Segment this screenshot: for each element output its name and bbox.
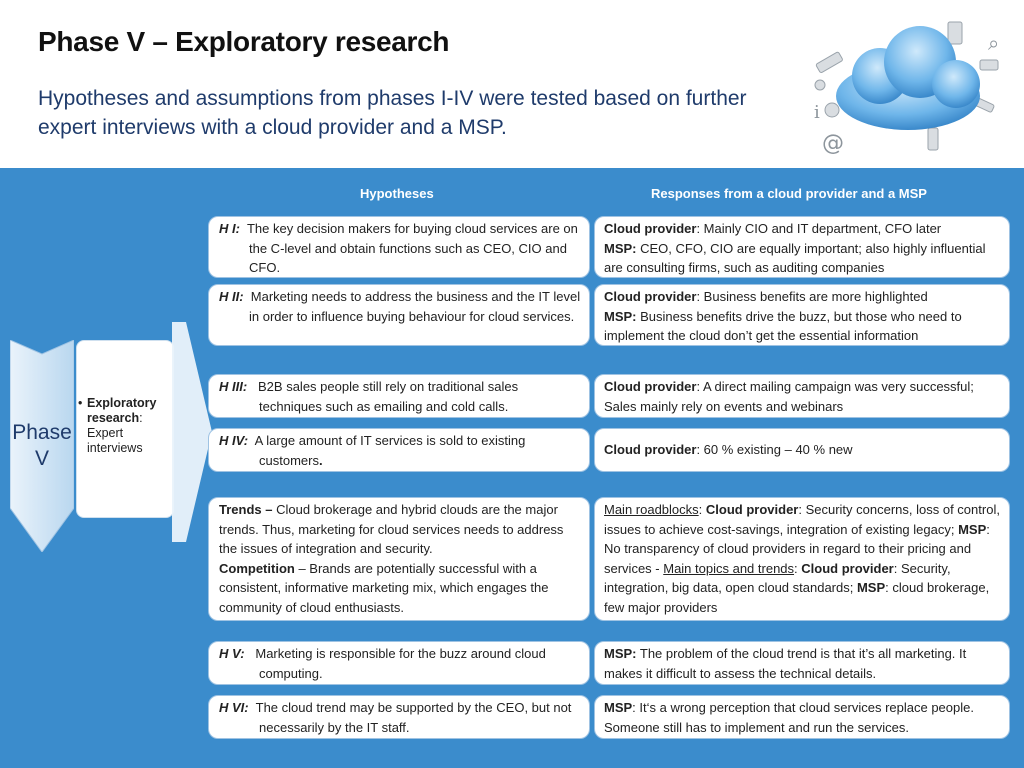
response-h3: Cloud provider: A direct mailing campaign was very successful; Sales mainly rely on events and webinars [594, 374, 1010, 418]
hypothesis-h2: H II: Marketing needs to address the business and the IT level in order to influence buying behaviour for cloud services. [208, 284, 590, 346]
hypothesis-h5: H V: Marketing is responsible for the buzz around cloud computing. [208, 641, 590, 685]
hypothesis-h1: H I: The key decision makers for buying cloud services are on the C-level and obtain functions such as CEO, CIO and CFO. [208, 216, 590, 278]
trends-competition-box: Trends – Cloud brokerage and hybrid clouds are the major trends. Thus, marketing for cloud services needs to address the issues of integration and security. Competition – Brands are potentially successful with a consistent, informative marketing mix, which engages the community of cloud enthusiasts. [208, 497, 590, 621]
response-h5: MSP: The problem of the cloud trend is that it’s all marketing. It makes it difficult to assess the technical details. [594, 641, 1010, 685]
hypothesis-h6: H VI: The cloud trend may be supported by the CEO, but not necessarily by the IT staff. [208, 695, 590, 739]
slide-subtitle: Hypotheses and assumptions from phases I-IV were tested based on further expert interviews with a cloud provider and a MSP. [38, 87, 747, 139]
responses-header: Responses from a cloud provider and a MSP [651, 186, 927, 201]
cloud-computing-illustration [808, 10, 1008, 160]
slide-title: Phase V – Exploratory research [38, 26, 450, 57]
roadblocks-trends-response: Main roadblocks: Cloud provider: Security concerns, loss of control, issues to achieve cost-savings, integration of existing legacy; MSP: No transparency of cloud providers in regard to their pricing and services - Main topics and trends: Cloud provider: Security, integration, big data, open cloud standards; MSP: cloud brokerage, few major providers [594, 497, 1010, 621]
chevron-right-icon [172, 322, 212, 542]
at-icon: @ [822, 131, 844, 156]
hypothesis-h3: H III: B2B sales people still rely on traditional sales techniques such as emailing and cold calls. [208, 374, 590, 418]
info-icon: i [814, 102, 820, 123]
phase-label: Phase V [12, 421, 72, 470]
response-h2: Cloud provider: Business benefits are more highlighted MSP: Business benefits drive the buzz, but those who need to implement the cloud don’t get the essential information [594, 284, 1010, 346]
hypotheses-header: Hypotheses [360, 186, 434, 201]
hypothesis-h4: H IV: A large amount of IT services is sold to existing customers. [208, 428, 590, 472]
response-h4: Cloud provider: 60 % existing – 40 % new [594, 428, 1010, 472]
method-text: • Exploratory research: Expert interviews [78, 396, 157, 455]
response-h6: MSP: It‘s a wrong perception that cloud services replace people. Someone still has to implement and run the services. [594, 695, 1010, 739]
search-icon: ⌕ [988, 31, 1000, 55]
slide-header [0, 0, 1024, 168]
response-h1: Cloud provider: Mainly CIO and IT department, CFO later MSP: CEO, CFO, CIO are equally important; also highly influential are consulting firms, such as auditing companies [594, 216, 1010, 278]
